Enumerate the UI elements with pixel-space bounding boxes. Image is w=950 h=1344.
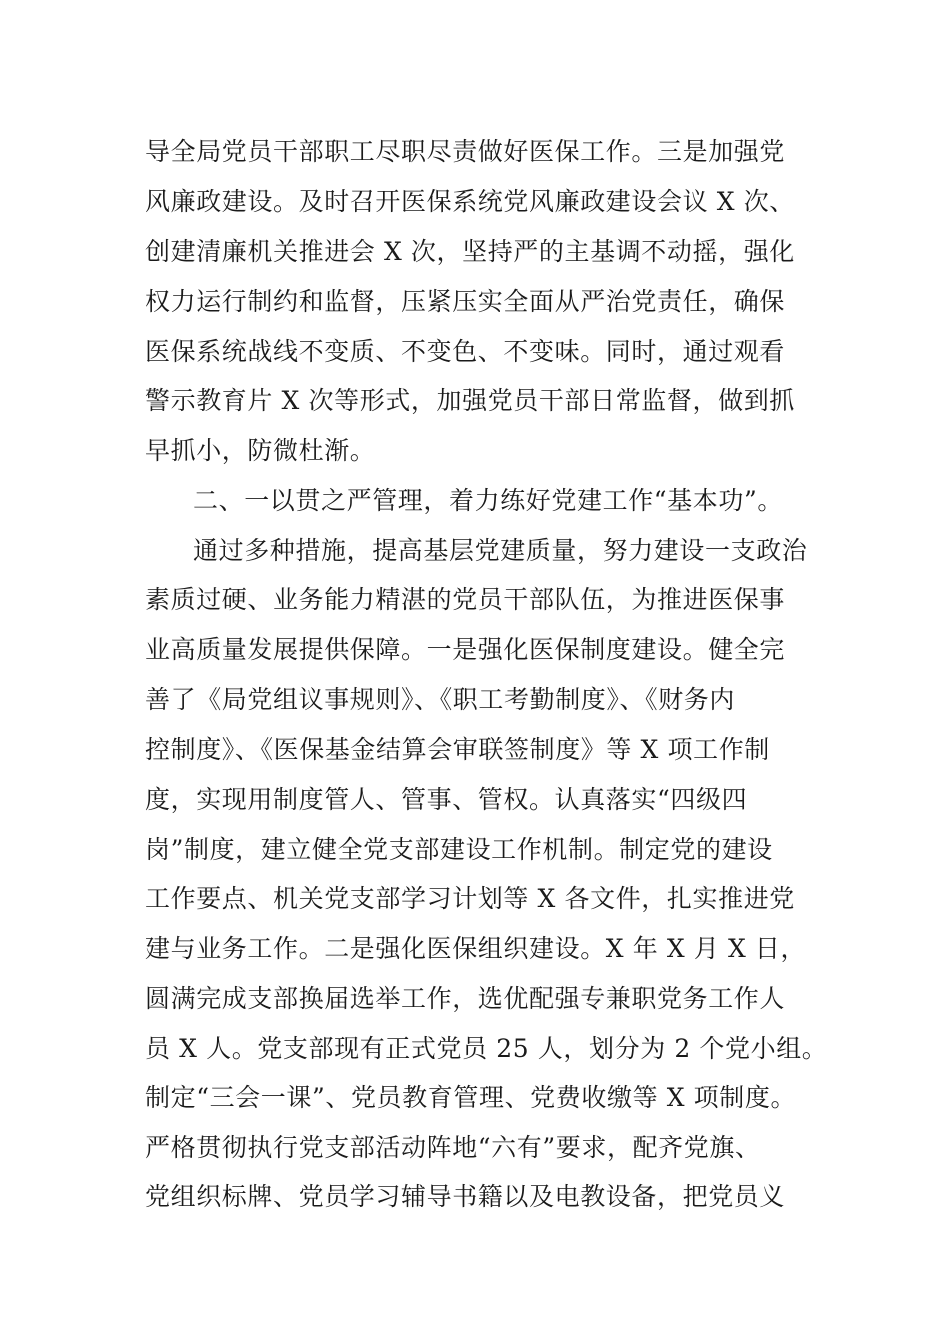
paragraph-line: 员 X 人。党支部现有正式党员 25 人，划分为 2 个党小组。 xyxy=(145,1034,828,1063)
paragraph-line: 圆满完成支部换届选举工作，选优配强专兼职党务工作人 xyxy=(145,984,786,1013)
paragraph-line: 控制度》、《医保基金结算会审联签制度》等 X 项工作制 xyxy=(145,735,770,764)
paragraph-line: 医保系统战线不变质、不变色、不变味。同时，通过观看 xyxy=(145,337,786,366)
paragraph-line: 建与业务工作。二是强化医保组织建设。X 年 X 月 X 日， xyxy=(145,934,807,963)
paragraph-line: 早抓小，防微杜渐。 xyxy=(145,436,376,465)
paragraph-line: 素质过硬、业务能力精湛的党员干部队伍，为推进医保事 xyxy=(145,585,786,614)
paragraph-line: 警示教育片 X 次等形式，加强党员干部日常监督，做到抓 xyxy=(145,386,795,415)
paragraph-line: 导全局党员干部职工尽职尽责做好医保工作。三是加强党 xyxy=(145,137,786,166)
paragraph-line: 业高质量发展提供保障。一是强化医保制度建设。健全完 xyxy=(145,635,786,664)
paragraph-line: 通过多种措施，提高基层党建质量，努力建设一支政治 xyxy=(193,536,808,565)
paragraph-line: 权力运行制约和监督，压紧压实全面从严治党责任，确保 xyxy=(145,287,786,316)
paragraph-line: 制定“三会一课”、党员教育管理、党费收缴等 X 项制度。 xyxy=(145,1083,797,1112)
paragraph-line: 度，实现用制度管人、管事、管权。认真落实“四级四 xyxy=(145,785,748,814)
paragraph-line: 党组织标牌、党员学习辅导书籍以及电教设备，把党员义 xyxy=(145,1182,786,1211)
section-heading: 二、一以贯之严管理，着力练好党建工作“基本功”。 xyxy=(193,486,783,515)
paragraph-line: 创建清廉机关推进会 X 次，坚持严的主基调不动摇，强化 xyxy=(145,237,795,266)
paragraph-line: 风廉政建设。及时召开医保系统党风廉政建设会议 X 次、 xyxy=(145,187,795,216)
paragraph-line: 工作要点、机关党支部学习计划等 X 各文件，扎实推进党 xyxy=(145,884,795,913)
paragraph-line: 严格贯彻执行党支部活动阵地“六有”要求，配齐党旗、 xyxy=(145,1133,761,1162)
paragraph-line: 岗”制度，建立健全党支部建设工作机制。制定党的建设 xyxy=(145,835,773,864)
paragraph-line: 善了《局党组议事规则》、《职工考勤制度》、《财务内 xyxy=(145,685,736,714)
